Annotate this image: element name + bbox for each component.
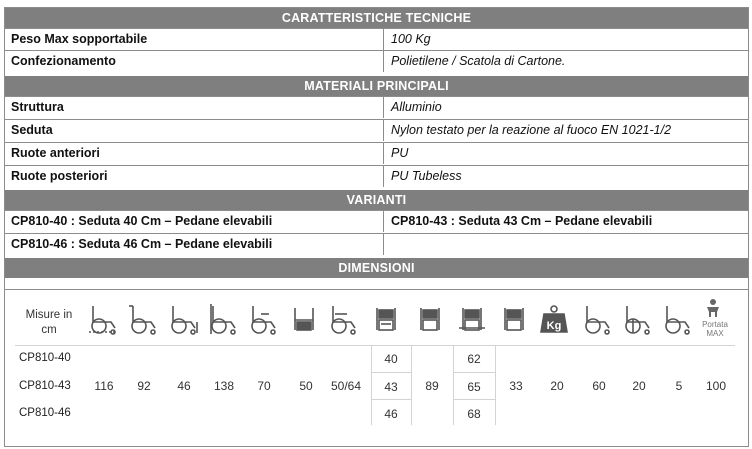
- variant-row: [5, 210, 748, 232]
- row-value: Nylon testato per la reazione al fuoco EN 1021-1/2: [391, 123, 672, 137]
- row-value: Polietilene / Scatola di Cartone.: [391, 54, 566, 68]
- seat-width-value: 43: [384, 380, 398, 394]
- row-key: Struttura: [11, 100, 64, 114]
- max-capacity-icon: [701, 298, 725, 318]
- variants-header: VARIANTI: [5, 190, 748, 210]
- dimension-value: 138: [213, 379, 235, 393]
- weight-kg-icon: [537, 302, 571, 336]
- kg-badge-text: Kg: [546, 320, 562, 332]
- seat-width-icon: [369, 302, 403, 336]
- seat-width-value: 46: [384, 407, 398, 421]
- dimension-value: 70: [257, 379, 271, 393]
- variant-item: CP810-46 : Seduta 46 Cm – Pedane elevabili: [11, 237, 273, 251]
- row-key: Ruote posteriori: [11, 169, 108, 183]
- wheelchair-overall-length-icon: [207, 302, 241, 336]
- model-label: CP810-43: [19, 380, 71, 392]
- materials-header: MATERIALI PRINCIPALI: [5, 76, 748, 96]
- variant-row: [5, 233, 748, 255]
- wheelchair-rear-wheel-icon: [621, 302, 655, 336]
- dimension-value: 20: [550, 379, 564, 393]
- dimension-value: 89: [425, 379, 439, 393]
- seat-depth-icon: [497, 302, 531, 336]
- dimension-value: 116: [94, 379, 114, 393]
- variant-item: CP810-43 : Seduta 43 Cm – Pedane elevabili: [391, 214, 653, 228]
- tech-row: [5, 50, 748, 72]
- overall-width-value: 62: [467, 352, 481, 366]
- wheelchair-front-width-icon: [287, 302, 321, 336]
- dimension-value: 50/64: [330, 379, 362, 393]
- dimensions-unit-label: Misure in cm: [25, 309, 73, 336]
- dimension-value: 20: [632, 379, 646, 393]
- dimension-value: 5: [675, 379, 683, 393]
- dimension-value: 50: [299, 379, 313, 393]
- wheelchair-folded-length-icon: [127, 302, 161, 336]
- max-capacity-label: Portata MAX: [702, 320, 728, 338]
- row-value: Alluminio: [391, 100, 442, 114]
- row-key: Seduta: [11, 123, 53, 137]
- wheelchair-seat-height-icon: [167, 302, 201, 336]
- tech-row: [5, 28, 748, 50]
- dimensions-header: DIMENSIONI: [5, 258, 748, 278]
- dimensions-table: [5, 289, 748, 447]
- material-row: [5, 142, 748, 164]
- dimension-value: 100: [705, 379, 727, 393]
- overall-width-icon: [455, 302, 489, 336]
- overall-width-value: 68: [467, 407, 481, 421]
- tech-header: CARATTERISTICHE TECNICHE: [5, 8, 748, 28]
- material-row: [5, 96, 748, 118]
- variant-item: CP810-40 : Seduta 40 Cm – Pedane elevabili: [11, 214, 273, 228]
- wheelchair-folded-width-icon: [413, 302, 447, 336]
- seat-width-value: 40: [384, 352, 398, 366]
- dimension-value: 46: [177, 379, 191, 393]
- wheelchair-total-length-icon: [87, 302, 121, 336]
- model-label: CP810-40: [19, 352, 71, 364]
- spec-sheet: [4, 7, 749, 447]
- wheelchair-height-icon: [247, 302, 281, 336]
- row-key: Confezionamento: [11, 54, 116, 68]
- row-value: 100 Kg: [391, 32, 431, 46]
- material-row: [5, 119, 748, 141]
- row-value: PU: [391, 146, 409, 160]
- overall-width-value: 65: [467, 380, 481, 394]
- wheelchair-backrest-icon: [581, 302, 615, 336]
- row-key: Ruote anteriori: [11, 146, 100, 160]
- dimension-value: 33: [509, 379, 523, 393]
- dimension-value: 60: [592, 379, 606, 393]
- row-value: PU Tubeless: [391, 169, 462, 183]
- wheelchair-front-wheel-icon: [661, 302, 695, 336]
- wheelchair-armrest-icon: [327, 302, 361, 336]
- material-row: [5, 165, 748, 187]
- row-key: Peso Max sopportabile: [11, 32, 148, 46]
- dimension-value: 92: [137, 379, 151, 393]
- model-label: CP810-46: [19, 407, 71, 419]
